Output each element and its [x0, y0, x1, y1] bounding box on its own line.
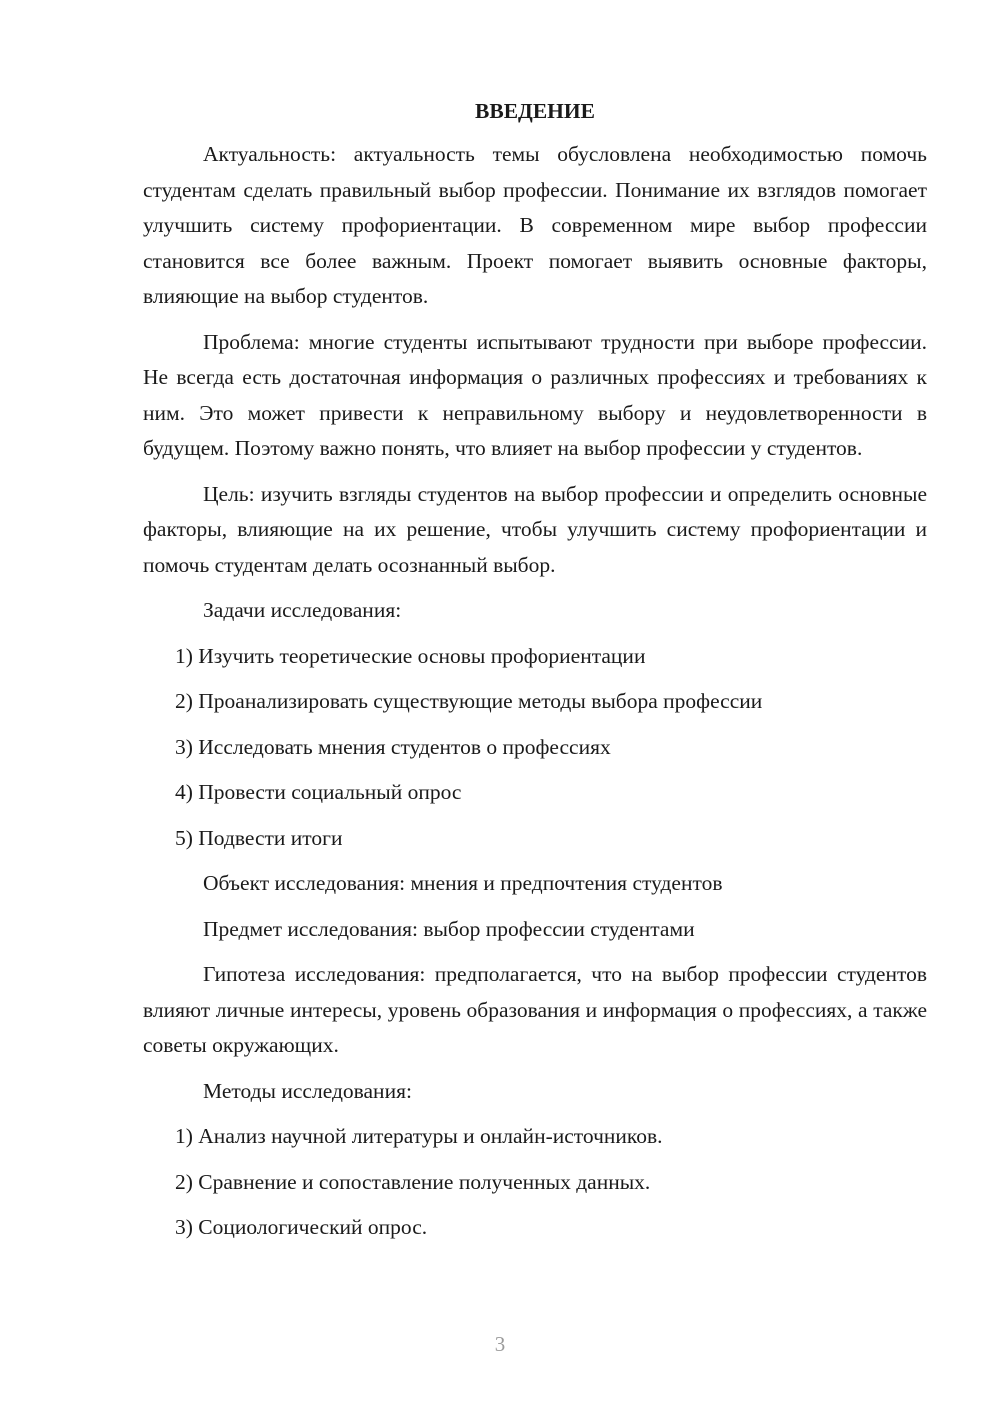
task-item: 3) Исследовать мнения студентов о профессиях	[175, 734, 611, 759]
hypothesis-paragraph: Гипотеза исследования: предполагается, что на выбор профессии студентов влияют личные интересы, уровень образования и информация о профессиях, а также советы окружающих.	[143, 962, 927, 1057]
task-item: 4) Провести социальный опрос	[175, 780, 462, 804]
task-item: 2) Проанализировать существующие методы выбора профессии	[175, 689, 763, 713]
method-item: 2) Сравнение и сопоставление полученных данных.	[175, 1169, 651, 1194]
subject-line: Предмет исследования: выбор профессии студентами	[203, 916, 695, 941]
task-item: 5) Подвести итоги	[175, 825, 343, 850]
method-item: 1) Анализ научной литературы и онлайн-источников.	[175, 1124, 663, 1148]
document-page	[143, 96, 927, 1256]
problem-paragraph: Проблема: многие студенты испытывают трудности при выборе профессии. Не всегда есть достаточная информация о различных профессиях и требованиях к ним. Это может привести к неправильному выбору и неудовлетворенности в будущем. Поэтому важно понять, что влияет на выбор профессии у студентов.	[143, 329, 927, 460]
method-item: 3) Социологический опрос.	[175, 1215, 428, 1239]
task-item: 1) Изучить теоретические основы профориентации	[175, 643, 646, 668]
relevance-paragraph: Актуальность: актуальность темы обусловлена необходимостью помочь студентам сделать правильный выбор профессии. Понимание их взглядов помогает улучшить систему профориентации. В современном мире выбор профессии становится все более важным. Проект помогает выявить основные факторы, влияющие на выбор студентов.	[143, 142, 927, 308]
tasks-list	[143, 639, 927, 857]
goal-paragraph: Цель: изучить взгляды студентов на выбор профессии и определить основные факторы, влияющие на их решение, чтобы улучшить систему профориентации и помочь студентам делать осознанный выбор.	[143, 481, 927, 577]
object-line: Объект исследования: мнения и предпочтения студентов	[203, 871, 723, 895]
section-title: ВВЕДЕНИЕ	[475, 99, 595, 123]
page-number: 3	[494, 1332, 506, 1356]
methods-list	[143, 1119, 927, 1246]
methods-heading: Методы исследования:	[203, 1078, 412, 1103]
tasks-heading: Задачи исследования:	[203, 598, 402, 622]
